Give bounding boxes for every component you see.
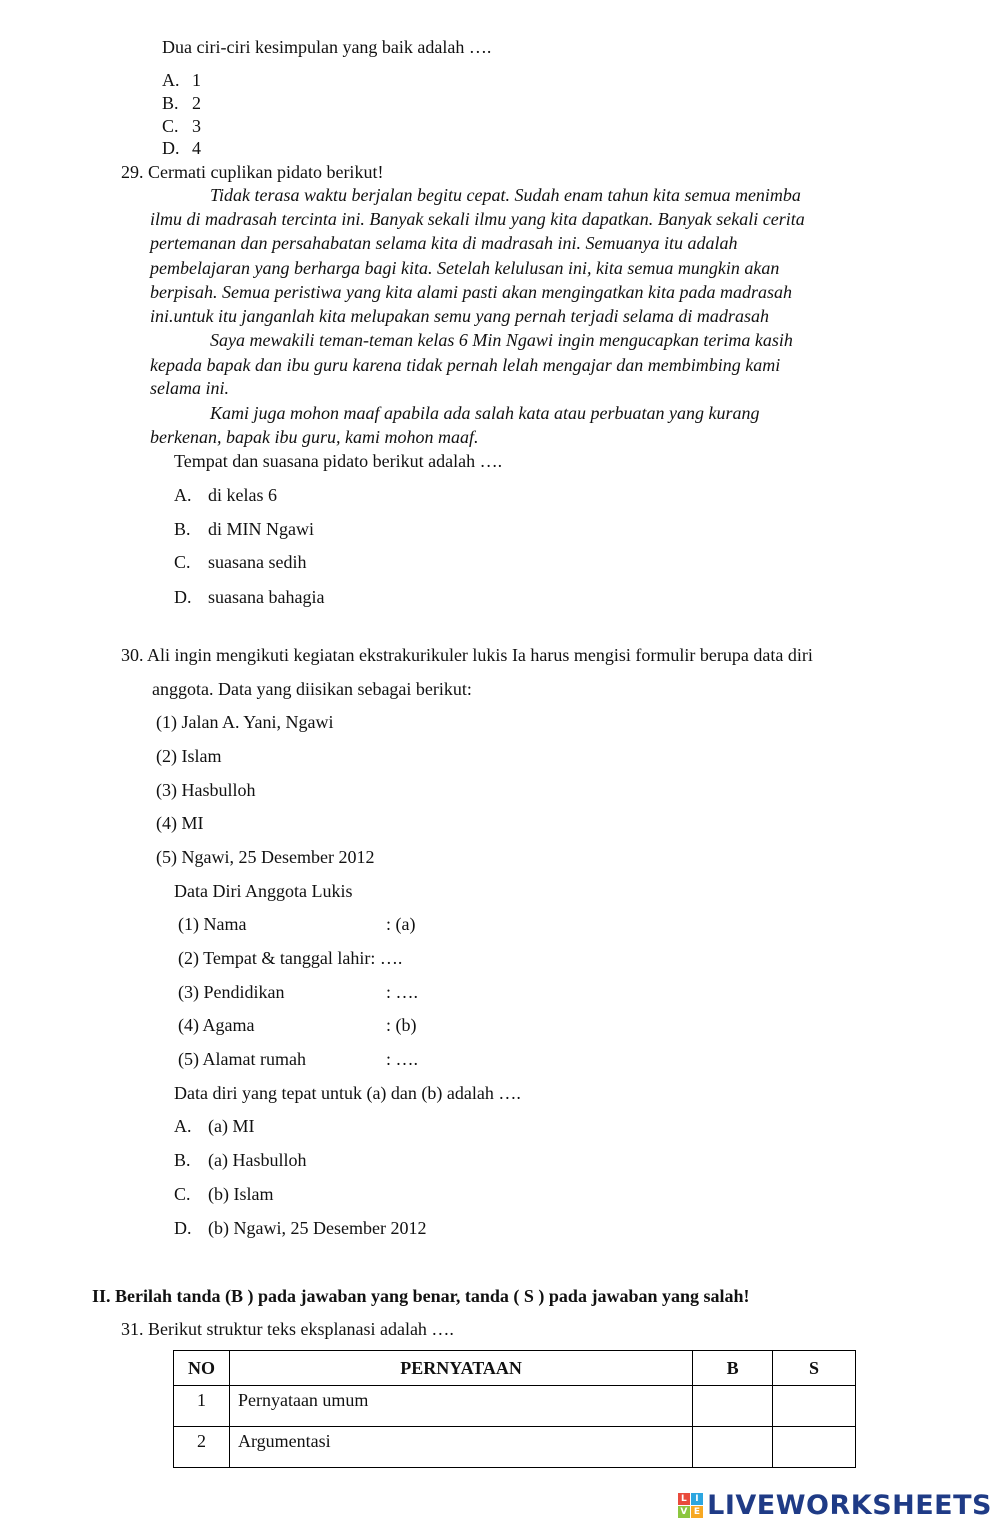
option-text: (b) Ngawi, 25 Desember 2012 bbox=[208, 1218, 427, 1238]
option-text: 3 bbox=[192, 116, 201, 136]
option-text: di MIN Ngawi bbox=[208, 519, 314, 539]
q30-option-b[interactable] bbox=[174, 1149, 306, 1171]
option-text: suasana sedih bbox=[208, 552, 307, 572]
answer-cell-b[interactable] bbox=[693, 1386, 773, 1427]
option-letter: D. bbox=[174, 587, 192, 607]
row-number: 2 bbox=[174, 1427, 230, 1468]
option-letter: A. bbox=[174, 1116, 192, 1136]
speech-line: berkenan, bapak ibu guru, kami mohon maaf. bbox=[150, 427, 479, 447]
form-row-label: (1) Nama bbox=[178, 914, 247, 934]
brand-name: LIVEWORKSHEETS bbox=[707, 1489, 992, 1521]
speech-line: Saya mewakili teman-teman kelas 6 Min Ngawi ingin mengucapkan terima kasih bbox=[210, 330, 793, 350]
option-text: 1 bbox=[192, 70, 201, 90]
answer-cell-b[interactable] bbox=[693, 1427, 773, 1468]
option-text: suasana bahagia bbox=[208, 587, 325, 607]
form-row-value: : …. bbox=[370, 948, 403, 968]
q30-stem-line-1: 30. Ali ingin mengikuti kegiatan ekstrakurikuler lukis Ia harus mengisi formulir berupa data diri bbox=[121, 645, 813, 665]
q30-data-item: (5) Ngawi, 25 Desember 2012 bbox=[156, 847, 375, 867]
row-statement: Argumentasi bbox=[229, 1427, 692, 1468]
answer-table bbox=[173, 1350, 856, 1468]
option-text: (a) MI bbox=[208, 1116, 255, 1136]
table-row bbox=[174, 1427, 856, 1468]
speech-line: ilmu di madrasah tercinta ini. Banyak sekali ilmu yang kita dapatkan. Banyak sekali cerita bbox=[150, 209, 805, 229]
option-letter: C. bbox=[174, 552, 191, 572]
option-letter: A. bbox=[162, 70, 180, 90]
header-s: S bbox=[773, 1351, 856, 1386]
q30-option-c[interactable] bbox=[174, 1183, 273, 1205]
q29-heading: 29. Cermati cuplikan pidato berikut! bbox=[121, 162, 384, 182]
form-row-label: (4) Agama bbox=[178, 1015, 255, 1035]
q30-option-a[interactable] bbox=[174, 1115, 254, 1137]
option-text: 4 bbox=[192, 138, 201, 158]
q28-option-d[interactable] bbox=[162, 137, 201, 159]
q29-option-d[interactable] bbox=[174, 586, 324, 608]
option-letter: C. bbox=[162, 116, 179, 136]
liveworksheets-logo bbox=[678, 1488, 992, 1522]
logo-cell: L bbox=[678, 1493, 690, 1505]
answer-cell-s[interactable] bbox=[773, 1427, 856, 1468]
form-row-label: (2) Tempat & tanggal lahir bbox=[178, 948, 371, 968]
table-row bbox=[174, 1386, 856, 1427]
logo-cell: I bbox=[691, 1493, 703, 1505]
logo-grid-icon bbox=[678, 1493, 703, 1518]
form-row-label: (3) Pendidikan bbox=[178, 982, 285, 1002]
q30-question: Data diri yang tepat untuk (a) dan (b) adalah …. bbox=[174, 1083, 521, 1103]
q30-data-item: (3) Hasbulloh bbox=[156, 780, 256, 800]
form-row-label: (5) Alamat rumah bbox=[178, 1049, 306, 1069]
q31-stem: 31. Berikut struktur teks eksplanasi adalah …. bbox=[121, 1319, 454, 1339]
q30-form-row bbox=[178, 947, 402, 969]
logo-cell: V bbox=[678, 1506, 690, 1518]
q30-data-item: (4) MI bbox=[156, 813, 204, 833]
q28-option-c[interactable] bbox=[162, 115, 201, 137]
speech-line: pembelajaran yang berharga bagi kita. Setelah kelulusan ini, kita semua mungkin akan bbox=[150, 258, 780, 278]
speech-line: berpisah. Semua peristiwa yang kita alami pasti akan mengingatkan kita pada madrasah bbox=[150, 282, 792, 302]
form-row-value: : (a) bbox=[386, 914, 416, 934]
logo-cell: E bbox=[691, 1506, 703, 1518]
speech-line: Kami juga mohon maaf apabila ada salah kata atau perbuatan yang kurang bbox=[210, 403, 760, 423]
speech-line: pertemanan dan persahabatan selama kita di madrasah ini. Semuanya itu adalah bbox=[150, 233, 738, 253]
speech-line: ini.untuk itu janganlah kita melupakan semu yang pernah terjadi selama di madrasah bbox=[150, 306, 769, 326]
option-letter: B. bbox=[174, 1150, 191, 1170]
q29-option-a[interactable] bbox=[174, 484, 277, 506]
q30-stem-line-2: anggota. Data yang diisikan sebagai berikut: bbox=[152, 679, 472, 699]
q30-form-row bbox=[178, 1048, 418, 1070]
q30-data-item: (1) Jalan A. Yani, Ngawi bbox=[156, 712, 334, 732]
option-letter: D. bbox=[162, 138, 180, 158]
option-letter: D. bbox=[174, 1218, 192, 1238]
option-letter: B. bbox=[162, 93, 179, 113]
option-text: di kelas 6 bbox=[208, 485, 277, 505]
answer-cell-s[interactable] bbox=[773, 1386, 856, 1427]
form-row-value: : …. bbox=[386, 1049, 419, 1069]
option-letter: A. bbox=[174, 485, 192, 505]
form-row-value: : (b) bbox=[386, 1015, 417, 1035]
row-statement: Pernyataan umum bbox=[229, 1386, 692, 1427]
speech-line: selama ini. bbox=[150, 378, 229, 398]
q29-option-c[interactable] bbox=[174, 551, 306, 573]
row-number: 1 bbox=[174, 1386, 230, 1427]
q30-data-item: (2) Islam bbox=[156, 746, 222, 766]
option-letter: C. bbox=[174, 1184, 191, 1204]
speech-line: Tidak terasa waktu berjalan begitu cepat. Sudah enam tahun kita semua menimba bbox=[210, 185, 801, 205]
q30-form-row bbox=[178, 913, 415, 935]
q29-option-b[interactable] bbox=[174, 518, 314, 540]
option-text: 2 bbox=[192, 93, 201, 113]
option-text: (a) Hasbulloh bbox=[208, 1150, 307, 1170]
option-text: (b) Islam bbox=[208, 1184, 274, 1204]
q28-option-b[interactable] bbox=[162, 92, 201, 114]
q30-form-row bbox=[178, 981, 418, 1003]
q28-option-a[interactable] bbox=[162, 69, 201, 91]
header-b: B bbox=[693, 1351, 773, 1386]
q28-stem: Dua ciri-ciri kesimpulan yang baik adalah …. bbox=[162, 37, 492, 57]
speech-line: kepada bapak dan ibu guru karena tidak pernah lelah mengajar dan membimbing kami bbox=[150, 355, 781, 375]
option-letter: B. bbox=[174, 519, 191, 539]
q30-option-d[interactable] bbox=[174, 1217, 426, 1239]
q30-form-row bbox=[178, 1014, 417, 1036]
section-title: II. Berilah tanda (B ) pada jawaban yang benar, tanda ( S ) pada jawaban yang salah! bbox=[92, 1286, 750, 1306]
form-row-value: : …. bbox=[386, 982, 419, 1002]
table-header-row bbox=[174, 1351, 856, 1386]
header-no: NO bbox=[174, 1351, 230, 1386]
q30-form-title: Data Diri Anggota Lukis bbox=[174, 881, 353, 901]
q29-question: Tempat dan suasana pidato berikut adalah …. bbox=[174, 451, 503, 471]
header-pernyataan: PERNYATAAN bbox=[229, 1351, 692, 1386]
